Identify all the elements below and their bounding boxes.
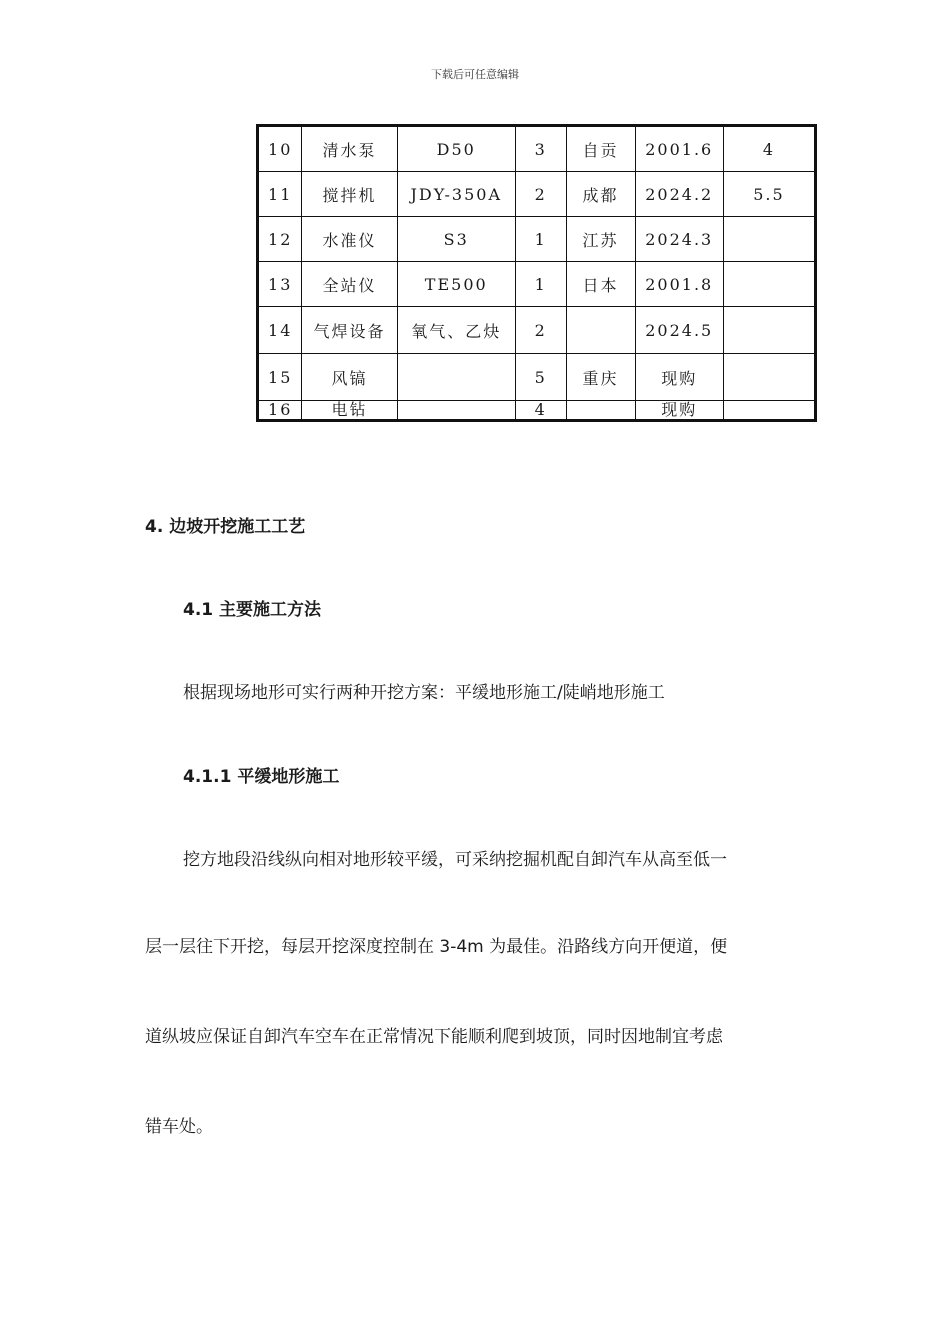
- cell-qty: 2: [515, 307, 566, 354]
- cell-spec: JDY-350A: [397, 172, 515, 217]
- cell-power: [723, 262, 815, 307]
- cell-spec: D50: [397, 126, 515, 172]
- cell-date: 2001.6: [635, 126, 723, 172]
- cell-origin: 江苏: [566, 217, 635, 262]
- section-heading-4-1: 4.1 主要施工方法: [183, 600, 322, 620]
- cell-spec: TE500: [397, 262, 515, 307]
- cell-no: 11: [258, 172, 302, 217]
- cell-no: 10: [258, 126, 302, 172]
- section-heading-4: 4. 边坡开挖施工工艺: [145, 517, 306, 537]
- cell-date: 2024.3: [635, 217, 723, 262]
- cell-qty: 1: [515, 262, 566, 307]
- cell-origin: 重庆: [566, 354, 635, 401]
- equipment-table-body: [258, 126, 816, 421]
- cell-spec: [397, 401, 515, 421]
- equipment-table: [256, 124, 817, 422]
- cell-no: 16: [258, 401, 302, 421]
- cell-no: 14: [258, 307, 302, 354]
- cell-date: 现购: [635, 354, 723, 401]
- cell-origin: [566, 307, 635, 354]
- cell-origin: 自贡: [566, 126, 635, 172]
- cell-date: 2024.2: [635, 172, 723, 217]
- cell-power: 5.5: [723, 172, 815, 217]
- table-row: [258, 217, 816, 262]
- table-row: [258, 172, 816, 217]
- cell-origin: 日本: [566, 262, 635, 307]
- paragraph-4-1-1-line-3: 道纵坡应保证自卸汽车空车在正常情况下能顺利爬到坡顶，同时因地制宜考虑: [145, 1027, 723, 1047]
- cell-date: 现购: [635, 401, 723, 421]
- cell-origin: 成都: [566, 172, 635, 217]
- cell-name: 清水泵: [302, 126, 397, 172]
- cell-date: 2001.8: [635, 262, 723, 307]
- download-note: 下载后可任意编辑: [431, 68, 519, 81]
- cell-no: 15: [258, 354, 302, 401]
- paragraph-4-1-1-line-1: 挖方地段沿线纵向相对地形较平缓，可采纳挖掘机配自卸汽车从高至低一: [183, 850, 727, 870]
- cell-name: 气焊设备: [302, 307, 397, 354]
- table-row: [258, 401, 816, 421]
- cell-no: 12: [258, 217, 302, 262]
- section-heading-4-1-1: 4.1.1 平缓地形施工: [183, 767, 340, 787]
- cell-name: 风镐: [302, 354, 397, 401]
- paragraph-4-1: 根据现场地形可实行两种开挖方案：平缓地形施工/陡峭地形施工: [183, 683, 665, 703]
- cell-qty: 3: [515, 126, 566, 172]
- cell-name: 电钻: [302, 401, 397, 421]
- cell-origin: [566, 401, 635, 421]
- table-row: [258, 354, 816, 401]
- cell-power: [723, 354, 815, 401]
- cell-spec: 氧气、乙炔: [397, 307, 515, 354]
- table-row: [258, 262, 816, 307]
- cell-name: 搅拌机: [302, 172, 397, 217]
- paragraph-4-1-1-line-2: 层一层往下开挖，每层开挖深度控制在 3-4m 为最佳。沿路线方向开便道，便: [145, 937, 728, 957]
- cell-power: [723, 217, 815, 262]
- cell-date: 2024.5: [635, 307, 723, 354]
- paragraph-4-1-1-line-4: 错车处。: [145, 1117, 213, 1137]
- cell-qty: 5: [515, 354, 566, 401]
- cell-qty: 4: [515, 401, 566, 421]
- table-row: [258, 126, 816, 172]
- cell-power: 4: [723, 126, 815, 172]
- cell-qty: 1: [515, 217, 566, 262]
- cell-power: [723, 307, 815, 354]
- cell-spec: S3: [397, 217, 515, 262]
- cell-qty: 2: [515, 172, 566, 217]
- cell-name: 水准仪: [302, 217, 397, 262]
- cell-name: 全站仪: [302, 262, 397, 307]
- cell-power: [723, 401, 815, 421]
- table-row: [258, 307, 816, 354]
- cell-no: 13: [258, 262, 302, 307]
- cell-spec: [397, 354, 515, 401]
